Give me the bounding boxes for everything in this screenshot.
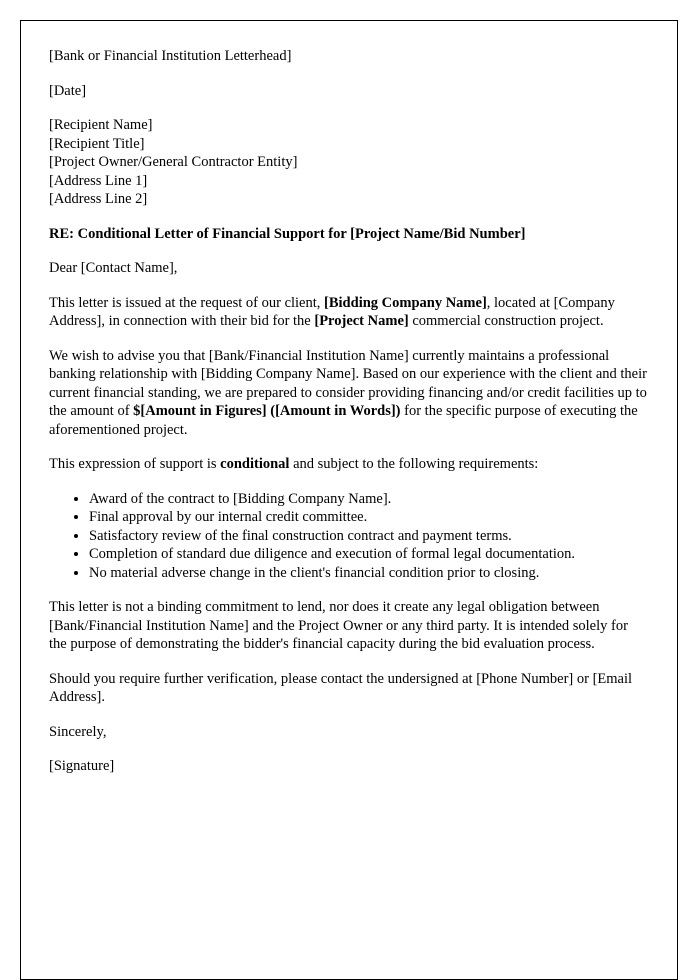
amount-placeholder: $[Amount in Figures] ([Amount in Words]) (133, 403, 401, 419)
text-segment: for the specific purpose of executing the aforementioned project. (49, 403, 638, 438)
recipient-address-line-2: [Address Line 2] (49, 191, 148, 207)
condition-item: • Final approval by our internal credit committee. (89, 508, 649, 527)
text-segment: and subject to the following requirements: (289, 456, 539, 472)
condition-item: • Completion of standard due diligence and execution of formal legal documentation. (89, 545, 649, 564)
letterhead-placeholder: [Bank or Financial Institution Letterhead] (49, 48, 292, 64)
project-name-placeholder: [Project Name] (314, 313, 409, 329)
text-segment: commercial construction project. (408, 313, 604, 329)
recipient-name: [Recipient Name] (49, 117, 153, 133)
condition-item: • Satisfactory review of the final construction contract and payment terms. (89, 527, 649, 546)
subject-line: RE: Conditional Letter of Financial Support for [Project Name/Bid Number] (49, 225, 526, 242)
paragraph-introduction (49, 294, 649, 331)
paragraph-financial-support (49, 347, 649, 440)
condition-item: • No material adverse change in the client's financial condition prior to closing. (89, 564, 649, 583)
paragraph-contact: Should you require further verification, please contact the undersigned at [Phone Number] or [Email Address]. (49, 670, 633, 705)
text-segment: This expression of support is (49, 456, 221, 472)
recipient-block (49, 116, 649, 209)
letter-content (21, 21, 677, 776)
signature-placeholder: [Signature] (49, 758, 115, 774)
bidding-company-placeholder: [Bidding Company Name] (324, 294, 487, 311)
date-placeholder: [Date] (49, 82, 87, 99)
text-segment: , located at [Company Address], in connection with their bid for the (49, 294, 615, 329)
paragraph-conditional-intro (49, 455, 649, 474)
paragraph-disclaimer: This letter is not a binding commitment to lend, nor does it create any legal obligation between [Bank/Financial Institution Name] and the Project Owner or any third party. It is intended solely for the purpose of demonstrating the bidder's financial capacity during the bid evaluation process. (49, 599, 628, 652)
text-segment: This letter is issued at the request of our client, (49, 294, 325, 311)
recipient-title: [Recipient Title] (49, 135, 145, 152)
recipient-entity: [Project Owner/General Contractor Entity] (49, 154, 298, 170)
conditional-emphasis: conditional (220, 456, 290, 472)
salutation: Dear [Contact Name], (49, 260, 178, 276)
recipient-address-line-1: [Address Line 1] (49, 172, 148, 189)
conditions-list (49, 490, 649, 583)
text-segment: We wish to advise you that [Bank/Financial Institution Name] currently maintains a professional banking relationship with [Bidding Company Name]. Based on our experience with the client and their current financial standing, we are prepared to consider providing financing and/or credit facilities up to the amount of (49, 347, 647, 419)
closing: Sincerely, (49, 723, 107, 740)
letter-page (20, 20, 678, 980)
condition-item: • Award of the contract to [Bidding Company Name]. (89, 490, 649, 509)
